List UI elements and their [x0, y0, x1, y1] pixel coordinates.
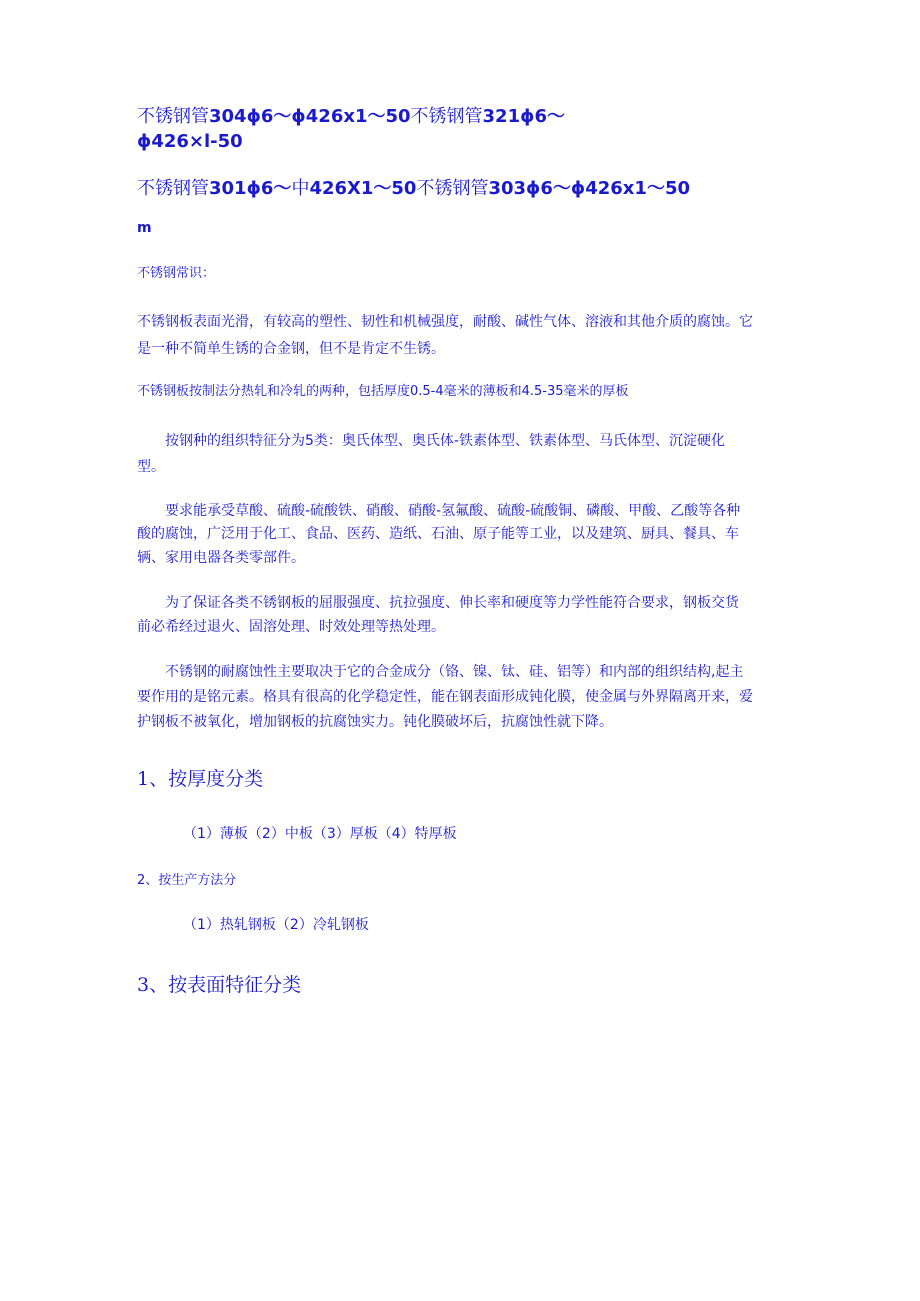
paragraph-5-line-2: 前必希经过退火、固溶处理、时效处理等热处理。 [137, 619, 445, 635]
title-spec: 301ϕ6～ [209, 178, 292, 199]
title-text: 不锈钢管 [416, 178, 489, 199]
paragraph-3-line-1: 按钢种的组织特征分为5类：奥氏体型、奥氏体-铁素体型、铁素体型、马氏体型、沉淀硬化 [165, 433, 725, 449]
heading-1-items: （1）薄板（2）中板（3）厚板（4）特厚板 [183, 826, 457, 842]
paragraph-4-line-2: 酸的腐蚀，广泛用于化工、食品、医药、造纸、石油、原子能等工业，以及建筑、厨具、餐具、车 [137, 526, 739, 542]
section-label: 不锈钢常识： [137, 266, 216, 281]
paragraph-6-line-2: 要作用的是铭元素。格具有很高的化学稳定性，能在钢表面形成钝化膜，使金属与外界隔离开来，爱 [137, 689, 753, 705]
title-text: 不锈钢管 [410, 106, 483, 127]
paragraph-6-line-3: 护钢板不被氧化，增加钢板的抗腐蚀实力。钝化膜破坏后，抗腐蚀性就下降。 [137, 714, 613, 730]
title-line-2 [137, 127, 243, 157]
title-spec: 321ϕ6～ [482, 106, 565, 127]
heading-1: 1、按厚度分类 [137, 768, 264, 790]
title-text: 不锈钢管 [137, 178, 209, 199]
title-text: 不锈钢管 [137, 106, 209, 127]
paragraph-4-line-3: 辆、家用电器各类零部件。 [137, 550, 305, 566]
paragraph-5-line-1: 为了保证各类不锈钢板的屈服强度、抗拉强度、伸长率和硬度等力学性能符合要求，钢板交货 [165, 595, 739, 611]
heading-2: 2、按生产方法分 [137, 873, 237, 888]
paragraph-3-line-2: 型。 [137, 459, 165, 475]
paragraph-4-line-1: 要求能承受草酸、硫酸-硫酸铁、硝酸、硝酸-氢氟酸、硫酸-硫酸铜、磷酸、甲酸、乙酸等各种 [165, 503, 741, 519]
paragraph-6-line-1: 不锈钢的耐腐蚀性主要取决于它的合金成分（铬、镍、钛、硅、铝等）和内部的组织结构,起主 [165, 664, 744, 680]
paragraph-1-line-2: 是一种不简单生锈的合金钢，但不是肯定不生锈。 [137, 341, 445, 357]
title-spec: ϕ426×l-50 [137, 131, 243, 152]
title-line-3 [137, 174, 690, 204]
title-spec: 304ϕ6～ϕ426x1～50 [209, 106, 411, 127]
heading-2-items: （1）热轧钢板（2）冷轧钢板 [183, 917, 369, 933]
paragraph-2: 不锈钢板按制法分热轧和冷轧的两种，包括厚度0.5-4毫米的薄板和4.5-35毫米的厚板 [137, 384, 629, 399]
title-spec: 303ϕ6～ϕ426x1～50 [488, 178, 690, 199]
heading-3: 3、按表面特征分类 [137, 974, 302, 996]
title-text: 中 [291, 178, 310, 199]
title-spec: 426X1～50 [309, 178, 417, 199]
unit-m: m [137, 220, 152, 236]
paragraph-1-line-1: 不锈钢板表面光滑，有较高的塑性、韧性和机械强度，耐酸、碱性气体、溶液和其他介质的腐蚀。它 [137, 314, 753, 330]
